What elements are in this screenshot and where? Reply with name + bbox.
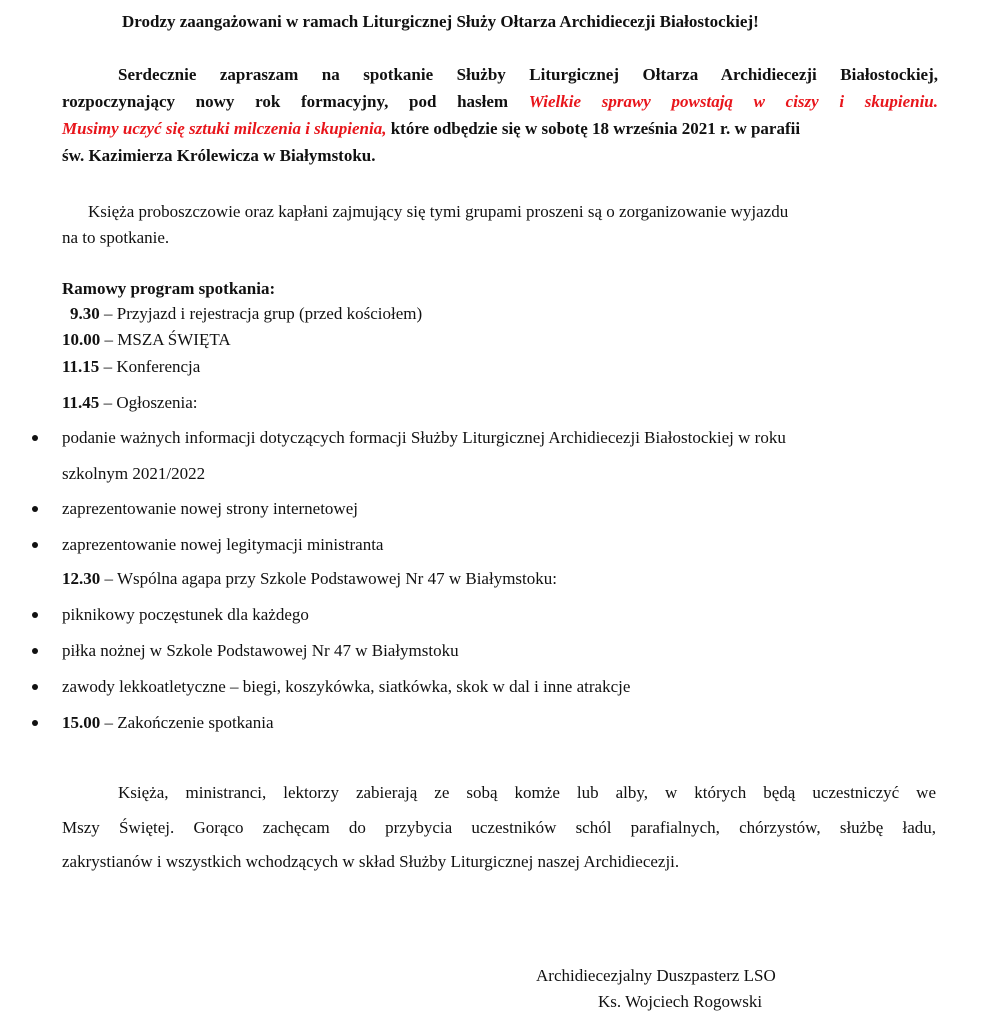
signature-role: Archidiecezjalny Duszpasterz LSO bbox=[536, 966, 776, 985]
invite-text-3b: które odbędzie się w sobotę 18 września 2021 r. w parafii bbox=[390, 119, 801, 138]
bullet-website: zaprezentowanie nowej strony internetowej bbox=[62, 499, 358, 518]
bullet-icon bbox=[32, 506, 38, 512]
closing-line-1 bbox=[118, 784, 936, 801]
closing-text-2: Mszy Świętej. Gorąco zachęcam do przybycia uczestników schól parafialnych, chórzystów, służbę ładu, bbox=[62, 818, 936, 837]
invite-line-1 bbox=[118, 66, 938, 83]
bullet-icon bbox=[32, 435, 38, 441]
bullet-info-line-2: szkolnym 2021/2022 bbox=[62, 464, 206, 483]
motto-part-1: Wielkie sprawy powstają w ciszy i skupieniu. bbox=[528, 92, 939, 111]
program-item-announcements bbox=[62, 394, 198, 411]
bullet-football: piłka nożnej w Szkole Podstawowej Nr 47 w Białymstoku bbox=[62, 641, 459, 660]
time-11-15: 11.15 bbox=[62, 357, 100, 376]
bullet-info-line-1: podanie ważnych informacji dotyczących formacji Służby Liturgicznej Archidiecezji Białostockiej w roku bbox=[62, 428, 786, 447]
bullet-ending bbox=[62, 714, 274, 731]
bullet-icon bbox=[32, 684, 38, 690]
program-title: Ramowy program spotkania: bbox=[62, 279, 276, 298]
agape-text: – Wspólna agapa przy Szkole Podstawowej Nr 47 w Białymstoku: bbox=[104, 569, 557, 588]
invite-text-1: Serdecznie zapraszam na spotkanie Służby Liturgicznej Ołtarza Archidiecezji Białostockiej, bbox=[118, 65, 938, 84]
invite-line-2 bbox=[62, 93, 938, 110]
arrival-text: – Przyjazd i rejestracja grup (przed kościołem) bbox=[104, 304, 423, 323]
ending-text: – Zakończenie spotkania bbox=[104, 713, 274, 732]
time-15-00: 15.00 bbox=[62, 713, 101, 732]
bullet-icon bbox=[32, 542, 38, 548]
bullet-icon bbox=[32, 612, 38, 618]
mass-text: – MSZA ŚWIĘTA bbox=[104, 330, 231, 349]
time-10-00: 10.00 bbox=[62, 330, 101, 349]
time-12-30: 12.30 bbox=[62, 569, 101, 588]
program-item-arrival bbox=[70, 305, 422, 322]
motto-part-2: Musimy uczyć się sztuki milczenia i skupienia, bbox=[62, 119, 387, 138]
priests-line-2: na to spotkanie. bbox=[62, 228, 170, 247]
program-item-conference bbox=[62, 358, 200, 375]
announcements-text: – Ogłoszenia: bbox=[103, 393, 198, 412]
invite-line-3 bbox=[62, 120, 800, 137]
bullet-athletics: zawody lekkoatletyczne – biegi, koszykówka, siatkówka, skok w dal i inne atrakcje bbox=[62, 677, 631, 696]
conference-text: – Konferencja bbox=[103, 357, 201, 376]
signature-name: Ks. Wojciech Rogowski bbox=[598, 992, 763, 1011]
program-item-agape bbox=[62, 570, 557, 587]
time-9-30: 9.30 bbox=[70, 304, 100, 323]
closing-text-1: Księża, ministranci, lektorzy zabierają ze sobą komże lub alby, w których będą uczestniczyć we bbox=[118, 783, 936, 802]
bullet-picnic: piknikowy poczęstunek dla każdego bbox=[62, 605, 309, 624]
invite-text-2a: rozpoczynający nowy rok formacyjny, pod hasłem bbox=[62, 92, 509, 111]
bullet-icon bbox=[32, 648, 38, 654]
program-item-mass bbox=[62, 331, 231, 348]
time-11-45: 11.45 bbox=[62, 393, 100, 412]
priests-line-1: Księża proboszczowie oraz kapłani zajmujący się tymi grupami proszeni są o zorganizowanie wyjazdu bbox=[88, 202, 789, 221]
invite-line-4: św. Kazimierza Królewicza w Białymstoku. bbox=[62, 146, 376, 165]
greeting-heading: Drodzy zaangażowani w ramach Liturgicznej Służy Ołtarza Archidiecezji Białostockiej! bbox=[122, 12, 759, 31]
closing-line-2 bbox=[62, 819, 936, 836]
bullet-id-card: zaprezentowanie nowej legitymacji ministranta bbox=[62, 535, 384, 554]
closing-line-3: zakrystianów i wszystkich wchodzących w skład Służby Liturgicznej naszej Archidiecezji. bbox=[62, 852, 680, 871]
bullet-icon bbox=[32, 720, 38, 726]
